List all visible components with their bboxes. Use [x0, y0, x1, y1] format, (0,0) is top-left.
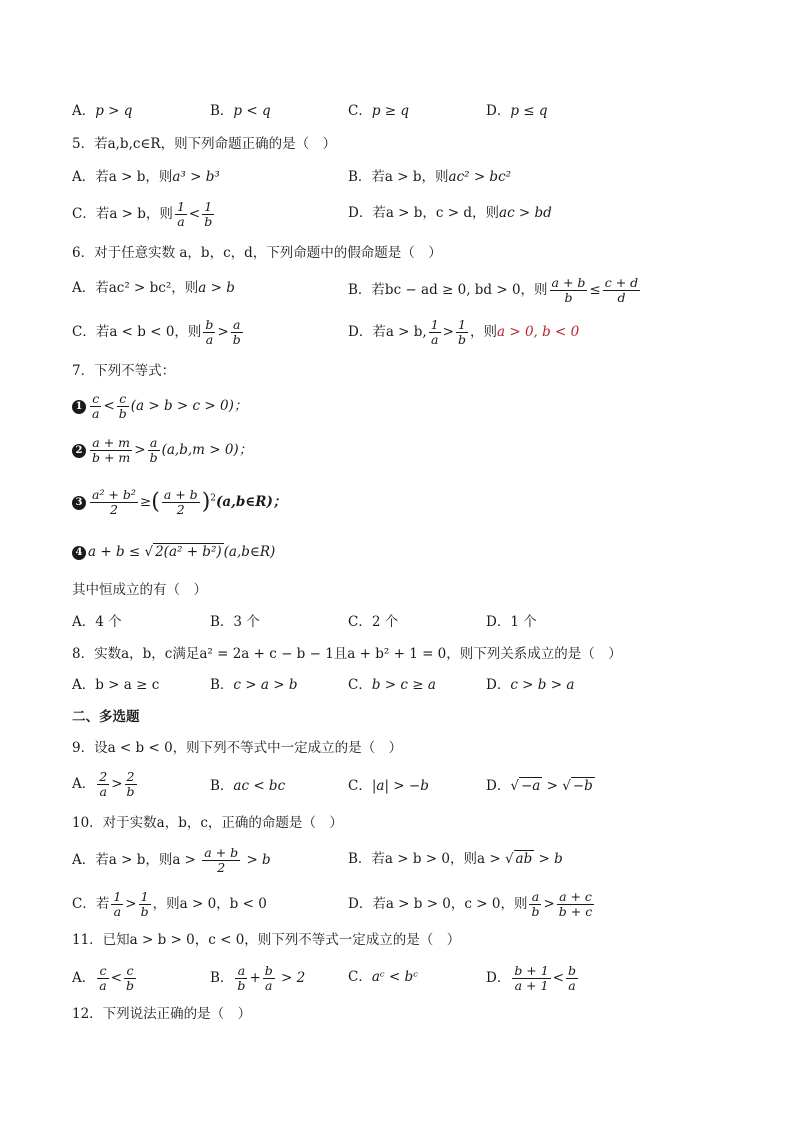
q4-option-c[interactable] [348, 101, 409, 121]
option-text: 若a < b < 0，则 [95, 324, 202, 340]
q11-option-d[interactable] [486, 964, 580, 993]
fraction: $\frac{c + d}{d}$ [604, 275, 639, 305]
option-text: b > a ≥ c [95, 677, 160, 693]
q7-option-c[interactable] [348, 612, 398, 632]
fraction: $\frac{c}{b}$ [118, 391, 127, 421]
option-label: D． [486, 677, 511, 693]
fraction: $\frac{a + m}{b + m}$ [92, 435, 131, 465]
fraction: $\frac{b}{a}$ [264, 963, 273, 993]
option-text: 3 个 [233, 614, 260, 630]
q7-item-3: 3 $\frac{\text{a² + b²}}{2}$ ≥( $\frac{a + b}{2}$ )$^2$(a,b∈R)； [72, 488, 286, 517]
operator: < [552, 970, 565, 986]
option-text: 若 [95, 896, 110, 912]
condition: (a,b∈R)； [216, 494, 287, 510]
operator: ≤ [589, 282, 601, 298]
option-label: B． [210, 778, 234, 794]
fraction: $\frac{1}{b}$ [204, 199, 213, 229]
fraction: $\frac{a + b}{2}$ [163, 487, 198, 517]
q8-option-c[interactable] [348, 675, 436, 695]
q4-option-d[interactable] [486, 101, 548, 121]
q7-item-2 [72, 436, 252, 465]
q7-item-4: 4 a + b ≤ √ 2(a² + b²) (a,b∈R) [72, 542, 275, 562]
option-label: B． [210, 677, 234, 693]
option-label: D． [486, 103, 511, 119]
fraction: $\frac{a}{b}$ [237, 963, 246, 993]
option-math: a > b [198, 280, 235, 296]
option-text: 若bc − ad ≥ 0, bd > 0，则 [371, 282, 548, 298]
option-text: 若a > b，则 [95, 169, 173, 185]
q4-option-b[interactable] [210, 101, 271, 121]
option-label: D． [486, 778, 511, 794]
expression: a + b ≤ [88, 544, 145, 560]
option-math: ac² > bc² [448, 169, 512, 185]
option-math: > b [242, 852, 271, 868]
option-label: A． [72, 280, 96, 296]
option-label: D． [348, 324, 373, 340]
circled-number: 1 [72, 400, 86, 414]
option-text: 若a > b，则 [371, 169, 449, 185]
q11-option-b[interactable] [210, 964, 305, 993]
q6-option-b[interactable] [348, 276, 642, 305]
option-label: D． [486, 970, 511, 986]
option-label: B． [348, 169, 372, 185]
option-label: C． [348, 103, 372, 119]
fraction: $\frac{1}{a}$ [113, 889, 122, 919]
option-math: aᶜ < bᶜ [371, 969, 418, 985]
option-text: 若ac² > bc²，则 [95, 280, 199, 296]
operator: < [103, 398, 115, 414]
q8-option-d[interactable] [486, 675, 574, 695]
option-label: C． [348, 778, 372, 794]
option-text: ，则a > 0，b < 0 [152, 896, 267, 912]
section-heading: 二、多选题 [72, 709, 140, 725]
option-label: B． [348, 282, 372, 298]
q11-stem: 11．已知a > b > 0，c < 0，则下列不等式一定成立的是（ ） [72, 932, 461, 948]
option-label: A． [72, 169, 96, 185]
option-label: B． [210, 970, 234, 986]
operator: > [217, 324, 229, 340]
option-label: A． [72, 103, 96, 119]
option-label: C． [348, 614, 372, 630]
fraction: $\frac{b}{a}$ [568, 963, 577, 993]
option-label: B． [348, 851, 372, 867]
q7-option-b[interactable] [210, 612, 260, 632]
q7-ask: 其中恒成立的有（ ） [72, 582, 207, 598]
q7-option-d[interactable] [486, 612, 537, 632]
fraction: $\frac{1}{b}$ [140, 889, 149, 919]
fraction: $\frac{2}{a}$ [99, 769, 108, 799]
fraction: $\frac{a}{b}$ [531, 889, 540, 919]
operator: > [134, 442, 146, 458]
option-label: A． [72, 614, 96, 630]
condition: (a,b∈R) [223, 544, 276, 560]
option-text: 若a > b，则a > [95, 852, 201, 868]
q9-option-c[interactable] [348, 776, 429, 796]
q6-stem: 6．对于任意实数 a，b，c，d，下列命题中的假命题是（ ） [72, 245, 442, 261]
q4-option-a[interactable] [72, 101, 132, 121]
fraction: $\frac{a + c}{b + c}$ [558, 889, 593, 919]
option-label: B． [210, 614, 234, 630]
fraction: $\frac{a + b}{b}$ [551, 275, 586, 305]
q5-option-a[interactable] [72, 167, 220, 187]
q5-option-d[interactable] [348, 203, 552, 223]
option-text: 若a > b, [372, 324, 427, 340]
condition: (a,b,m > 0)； [161, 442, 253, 458]
option-math: a³ > b³ [172, 169, 220, 185]
fraction: $\frac{a}{b}$ [232, 317, 241, 347]
q6-option-c[interactable] [72, 318, 245, 347]
operator: < [188, 206, 201, 222]
option-text: p > q [95, 103, 133, 119]
option-text: 若a > b > 0，c > 0，则 [372, 896, 528, 912]
operator: > [125, 896, 137, 912]
q10-stem: 10．对于实数a，b，c，正确的命题是（ ） [72, 815, 343, 831]
circled-number: 4 [72, 546, 86, 560]
operator: + [249, 970, 261, 986]
option-math: a > 0, b < 0 [497, 324, 580, 340]
fraction: $\frac{a + b}{2}$ [204, 845, 239, 875]
option-text: c > a > b [233, 677, 298, 693]
option-label: A． [72, 970, 96, 986]
option-label: C． [348, 677, 372, 693]
q10-option-a[interactable] [72, 846, 271, 875]
q8-option-b[interactable] [210, 675, 297, 695]
q9-option-d[interactable]: D．√ −a > √ −b [486, 778, 593, 794]
q6-option-a[interactable] [72, 278, 235, 298]
q5-option-c[interactable] [72, 200, 216, 229]
operator: < [110, 970, 123, 986]
option-text: ，则 [470, 324, 497, 340]
radical: −b [572, 778, 593, 794]
radical: 2(a² + b²) [155, 544, 222, 560]
operator: > [442, 324, 454, 340]
q9-option-a[interactable] [72, 770, 139, 799]
option-label: A． [72, 776, 96, 792]
option-text: 2 个 [371, 614, 399, 630]
q11-option-a[interactable] [72, 964, 138, 993]
fraction: $\frac{1}{a}$ [430, 317, 439, 347]
q7-option-a[interactable] [72, 612, 122, 632]
option-math: > 2 [276, 970, 306, 986]
option-text: p < q [233, 103, 271, 119]
option-math: |a| > −b [371, 778, 429, 794]
option-text: p ≥ q [371, 103, 410, 119]
q9-stem: 9．设a < b < 0，则下列不等式中一定成立的是（ ） [72, 740, 403, 756]
q12-stem: 12．下列说法正确的是（ ） [72, 1006, 252, 1022]
option-text: 1 个 [510, 614, 537, 630]
q8-stem: 8．实数a，b，c满足a² = 2a + c − b − 1且a + b² + 1 = 0，则下列关系成立的是（ ） [72, 646, 622, 662]
fraction: $\frac{a}{b}$ [149, 435, 158, 465]
option-label: D． [348, 205, 373, 221]
q10-option-d[interactable] [348, 890, 596, 919]
q10-option-c[interactable] [72, 890, 267, 919]
option-text: c > b > a [510, 677, 575, 693]
option-label: C． [72, 206, 96, 222]
q11-option-c[interactable] [348, 967, 418, 987]
radical: −a [520, 778, 541, 794]
radical: ab [515, 851, 533, 867]
fraction: $\frac{\text{a² + b²}}{2}$ [92, 487, 136, 517]
q5-stem: 5．若a,b,c∈R，则下列命题正确的是（ ） [72, 136, 337, 152]
operator: > [543, 896, 555, 912]
q7-stem: 7．下列不等式： [72, 363, 176, 379]
exponent: 2 [210, 493, 217, 504]
option-text: p ≤ q [510, 103, 548, 119]
option-label: C． [348, 969, 372, 985]
circled-number: 3 [72, 496, 86, 510]
operator: > [111, 776, 123, 792]
q5-option-b[interactable] [348, 167, 511, 187]
fraction: $\frac{c}{b}$ [126, 963, 135, 993]
option-label: A． [72, 852, 96, 868]
option-label: C． [72, 324, 96, 340]
fraction: $\frac{1}{a}$ [176, 199, 185, 229]
option-label: D． [348, 896, 373, 912]
option-label: C． [72, 896, 96, 912]
fraction: $\frac{b}{a}$ [205, 317, 214, 347]
condition: (a > b > c > 0)； [130, 398, 248, 414]
operator: ≥ [139, 494, 152, 510]
fraction: $\frac{2}{b}$ [126, 769, 135, 799]
option-math: > b [534, 851, 563, 867]
q8-option-a[interactable] [72, 675, 159, 695]
fraction: $\frac{c}{a}$ [92, 391, 100, 421]
option-text: 若a > b，则 [95, 206, 173, 222]
circled-number: 2 [72, 444, 86, 458]
option-label: A． [72, 677, 96, 693]
option-math: ac < bc [233, 778, 286, 794]
q6-option-d[interactable] [348, 318, 579, 347]
option-label: D． [486, 614, 511, 630]
option-label: B． [210, 103, 234, 119]
option-text: 若a > b > 0，则a > [371, 851, 505, 867]
option-text: 4 个 [95, 614, 122, 630]
option-text: 若a > b，c > d，则 [372, 205, 500, 221]
fraction: $\frac{1}{b}$ [457, 317, 466, 347]
option-text: b > c ≥ a [371, 677, 436, 693]
fraction: $\frac{c}{a}$ [99, 963, 107, 993]
q7-item-1 [72, 392, 247, 421]
option-math: ac > bd [499, 205, 552, 221]
q9-option-b[interactable] [210, 776, 285, 796]
fraction: $\frac{b + 1}{a + 1}$ [514, 963, 549, 993]
operator: > [542, 778, 563, 794]
q10-option-b[interactable]: B．若a > b > 0，则a > √ ab > b [348, 851, 563, 867]
